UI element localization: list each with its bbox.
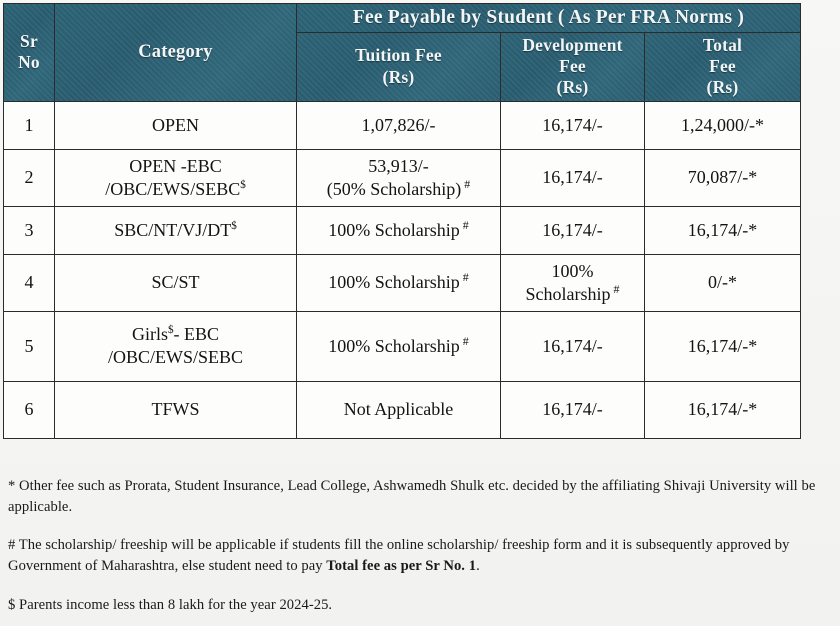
header-row-group bbox=[4, 4, 801, 33]
column-header-tuition-fee-line1: Tuition Fee bbox=[355, 45, 442, 66]
category-line1: TFWS bbox=[151, 399, 200, 420]
category-line1: OPEN bbox=[151, 114, 199, 135]
tuition-line1: 53,913/- bbox=[368, 155, 429, 176]
cell-tuition-fee bbox=[297, 381, 501, 438]
fee-structure-table bbox=[3, 3, 801, 439]
column-header-sr-no bbox=[4, 4, 55, 102]
table-row bbox=[4, 311, 801, 381]
column-header-category: Category bbox=[55, 4, 297, 102]
cell-development-fee bbox=[501, 381, 645, 438]
column-header-development-fee-line2: Fee bbox=[559, 56, 586, 77]
tuition-line1: 100% Scholarship bbox=[328, 219, 460, 240]
footnote-dollar: $ Parents income less than 8 lakh for the year 2024-25. bbox=[8, 596, 333, 613]
column-header-total-fee-line2: Fee bbox=[709, 56, 736, 77]
category-line2: /OBC/EWS/SEBC bbox=[105, 178, 241, 199]
column-header-group-fee-payable: Fee Payable by Student ( As Per FRA Norms ) bbox=[297, 4, 801, 33]
cell-total-fee: 16,174/-* bbox=[645, 311, 801, 381]
tuition-superscript-hash: # bbox=[464, 176, 471, 191]
column-header-tuition-fee-unit: (Rs) bbox=[382, 66, 415, 87]
tuition-line1: Not Applicable bbox=[343, 399, 454, 420]
cell-sr-no: 2 bbox=[4, 149, 55, 206]
cell-sr-no: 3 bbox=[4, 206, 55, 254]
cell-development-fee bbox=[501, 206, 645, 254]
category-line1: Girls bbox=[131, 324, 168, 345]
tuition-line1: 1,07,826/- bbox=[361, 114, 436, 135]
cell-tuition-fee bbox=[297, 206, 501, 254]
cell-category bbox=[55, 381, 297, 438]
cell-tuition-fee bbox=[297, 311, 501, 381]
cell-development-fee bbox=[501, 101, 645, 149]
cell-total-fee: 70,087/-* bbox=[645, 149, 801, 206]
category-line1: SC/ST bbox=[151, 272, 200, 293]
footnote-asterisk: * Other fee such as Prorata, Student Insurance, Lead College, Ashwamedh Shulk etc. decided by the affiliating Shivaji University will be applicable. bbox=[8, 478, 816, 515]
development-superscript-hash: # bbox=[613, 281, 620, 296]
tuition-superscript-hash: # bbox=[462, 333, 469, 348]
tuition-superscript-hash: # bbox=[462, 270, 469, 285]
footnote-hash-text-1: # The scholarship/ freeship will be applicable if students fill the online scholarship/ freeship form and it is subsequently approved by Government of Maharashtra, else student need to pay bbox=[8, 537, 790, 575]
cell-sr-no: 4 bbox=[4, 254, 55, 311]
tuition-line1: 100% Scholarship bbox=[328, 335, 460, 356]
category-line1: SBC/NT/VJ/DT bbox=[114, 219, 232, 240]
footnote-hash-emphasis: Total fee as per Sr No. 1 bbox=[326, 558, 477, 575]
footnotes-section bbox=[8, 476, 834, 616]
table-row bbox=[4, 381, 801, 438]
cell-category bbox=[55, 311, 297, 381]
cell-development-fee bbox=[501, 254, 645, 311]
cell-total-fee: 16,174/-* bbox=[645, 381, 801, 438]
cell-total-fee: 0/-* bbox=[645, 254, 801, 311]
cell-sr-no: 1 bbox=[4, 101, 55, 149]
development-value: 16,174/- bbox=[542, 219, 603, 240]
column-header-development-fee-unit: (Rs) bbox=[556, 77, 589, 98]
column-header-total-fee-unit: (Rs) bbox=[706, 77, 739, 98]
table-row bbox=[4, 101, 801, 149]
footnote-hash bbox=[8, 535, 834, 576]
development-value: 100% bbox=[551, 260, 594, 281]
tuition-line2: (50% Scholarship) bbox=[326, 178, 462, 199]
cell-tuition-fee bbox=[297, 101, 501, 149]
cell-tuition-fee bbox=[297, 254, 501, 311]
cell-development-fee bbox=[501, 149, 645, 206]
column-header-sr-no-line2: No bbox=[18, 52, 40, 73]
column-header-sr-no-line1: Sr bbox=[20, 31, 38, 52]
table-header bbox=[4, 4, 801, 102]
tuition-line1: 100% Scholarship bbox=[328, 272, 460, 293]
table-row bbox=[4, 206, 801, 254]
development-value: 16,174/- bbox=[542, 335, 603, 356]
cell-category bbox=[55, 254, 297, 311]
column-header-development-fee-line1: Development bbox=[522, 34, 623, 55]
category-line1: OPEN -EBC bbox=[129, 155, 222, 176]
cell-sr-no: 5 bbox=[4, 311, 55, 381]
category-line2: /OBC/EWS/SEBC bbox=[107, 347, 244, 368]
cell-development-fee bbox=[501, 311, 645, 381]
cell-category bbox=[55, 206, 297, 254]
column-header-total-fee-line1: Total bbox=[702, 34, 743, 55]
footnote-hash-text-2: . bbox=[476, 558, 480, 575]
cell-sr-no: 6 bbox=[4, 381, 55, 438]
development-value: 16,174/- bbox=[542, 167, 603, 188]
table-row bbox=[4, 149, 801, 206]
cell-category bbox=[55, 101, 297, 149]
column-header-tuition-fee bbox=[297, 32, 501, 101]
development-value-line2: Scholarship bbox=[525, 283, 611, 304]
table-row bbox=[4, 254, 801, 311]
column-header-development-fee bbox=[501, 32, 645, 101]
development-value: 16,174/- bbox=[542, 114, 603, 135]
column-header-total-fee bbox=[645, 32, 801, 101]
category-superscript-dollar: $ bbox=[231, 219, 237, 232]
development-value: 16,174/- bbox=[542, 399, 603, 420]
cell-tuition-fee bbox=[297, 149, 501, 206]
table-body bbox=[4, 101, 801, 438]
category-line1-tail: - EBC bbox=[173, 324, 220, 345]
category-superscript-dollar: $ bbox=[167, 324, 174, 337]
tuition-superscript-hash: # bbox=[462, 217, 469, 232]
cell-category bbox=[55, 149, 297, 206]
category-superscript-dollar: $ bbox=[240, 178, 246, 191]
cell-total-fee: 1,24,000/-* bbox=[645, 101, 801, 149]
cell-total-fee: 16,174/-* bbox=[645, 206, 801, 254]
